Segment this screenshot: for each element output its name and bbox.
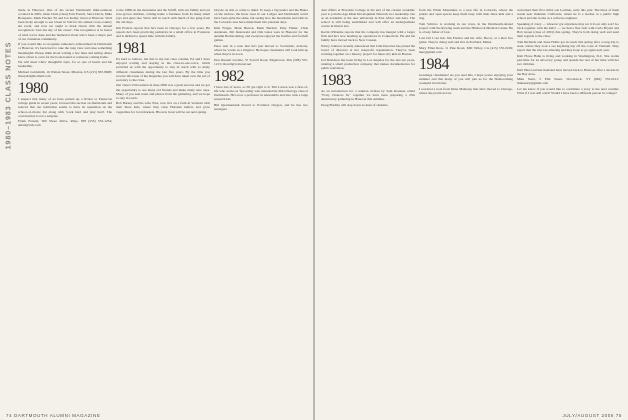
class-year-heading: 1980 (18, 80, 48, 98)
contact-line: Don Russell Lavelle, 57 Sorrell Road, Edgartown, MA (508) 555-1213; dlevell@comcast.net (214, 57, 308, 66)
paragraph: I have lots of news, so I'll get right to it. Tim Larson was a first-of-life who works as 'Sprouting' who attended the Microbiology class at Dartmouth. He's now a professor in Alexandria and also runs a large research lab. (214, 85, 308, 102)
paragraph: Last fall I ran into Jim Fischer and his wife, Becca, at a Red Sox game. They're doing well and live in Portland, Maine. (419, 35, 513, 44)
paragraph: Bob Barney and his wife, Elsa, now live on a farm in Vermont with their three kids, where they raise Holstein heifers and grow vegetables for local markets. His new book will be out next spring. (116, 101, 210, 114)
paragraph: made in Hanover. One of his recent Dartmouth mini-reunions occurred in 2005, when Chris (class) Tom French, Steve Davis, Mike Bonaparte, Mark Fischer '81 and Jon Kelley travel at Hanover. We'd been lucky enough to see Owen in Vail for his annual cross-country ski event, and now we ought to mark Owen with the annual recognition: 'best ski day of his career'. The recognition is in honor of what we've done and the memorial about who's been a major part of our classmate community. (18, 8, 112, 41)
section-sidebar-label: 1980–1983 CLASS NOTES (5, 41, 13, 150)
paragraph: Kim Frager, Mark Burton, Mark Burdett, Patty Fisher, Chris Andersen, Jim Jankowski and Otis Gates were in Hanover for the autumn Homecoming, and everyone enjoyed the bonfire and football games. (214, 25, 308, 43)
paragraph: Kevin O'Rourke reports that his company has merged with a larger firm and he's now heading up operations in Connecticut. He and his family have moved back to New Canaan. (321, 30, 415, 43)
paragraph: We will meet Chris' thoughtful style, for so one of hearts and his leadership. (18, 60, 112, 69)
paragraph: bicycle on this or come to mind. To keep a big leader and the Baker on the surface, the Inver ones in our Lodges and Dartmouth world have been quite the same, but seeing how the mountains and trails in the Colorado area have made them into pleasant days. (214, 8, 308, 25)
paragraph: Speaking of crazy — whoever got anywhere may we it if our only son? Go back together with the kids? — we had a fine visit with Carla Bryant and Bob Green (class of 2001) this spring. They're both doing well and send their regards to the class. (517, 21, 619, 39)
contact-line: Mary Ellen Ross, 11 Pine Road, Mill Valley, CA (415) 555-0199; mer@gmail.com (419, 45, 513, 54)
paragraph: I suspect that many of us have picked up a fiction or Pentecost college guide in recent years, browsed the section on Dartmouth and noticed that our institution seems to have its reputation on the school-of-choice list along with 'work hard and play hard'. The conversation is not a surprise. (18, 97, 112, 118)
paragraph: from the White Mountains to a new life in Colorado, where the prairie and open spaces keep them busy with their three kids and a dog. (419, 8, 513, 21)
paragraph: Jim Francis reports that he's been in Chicago for a few years. He reports he's been practicing pediatrics in a small office in Evanston and is thrilled to spend time with his family. (116, 25, 210, 39)
contact-line: Michael Goldsmith, 16 Walnut Street, Mission, KS (215) 867-8908; mwrpdrd@hotmail.com (18, 70, 112, 79)
contact-line: Mike Stern, 5 Elm Street, Woodstock, VT (802) 555-0101; mikestern@gmail.com (517, 77, 619, 86)
left-column-1 (18, 8, 112, 404)
class-year-heading: 1981 (116, 40, 146, 58)
paragraph: Bill Quackenbush moved to Portland, Oregon, and he has two teenagers. (214, 102, 308, 112)
paragraph: I received a note from Dana Mahoney that she's moved to Chicago, where she practices law. (419, 86, 513, 95)
paragraph: Greetings classmates! As you read this, I hope you're enjoying your summer and that many of you will join us for the Homecoming weekend in October. (419, 72, 513, 85)
paragraph: Jed Davidson has been living in Los Angeles for the last ten years, running a small production company that makes documentaries for public television. (321, 57, 415, 70)
left-page (0, 0, 313, 420)
paragraph: welcomed their first child, son Lachlan, early this year. The three of them reside near Oakland, California, where he is a teacher at a public high school and she works as a software engineer. (517, 8, 619, 21)
paragraph: As an introduction for a reunion written by Sam Rouleau called "Forty Chances In," together we have been preparing a 25th anniversary gathering in Hanover this summer. (321, 89, 415, 102)
paragraph: Nancy Johnson recently announced that John Knowles has joined the board of directors at her nonprofit organization. They've been working together on a literacy project for inner-city kids in Boston. (321, 43, 415, 57)
class-year-heading: 1983 (321, 72, 351, 90)
page-footer: JULY/AUGUST 2006 75 (562, 413, 622, 418)
paragraph: Peter sent in a note that he's just moved to Scottsdale, Arizona, where he works as a litigator. He hopes classmates will look him up when they're in town. (214, 43, 308, 57)
paragraph: dent affairs at Bowdoin College at the end of the current academic year to join the Aga Khan Development Network in a leadership role as an academic at the new university in East Africa and Asia. The school is still being established and will offer an undergraduate course in liberal arts. (321, 8, 415, 29)
paragraph: It's hard to believe, but this is my last class column. Ed and I have enjoyed writing and staying in the class-in-one-voice, which provided us with the opportunity to stay in touch with so many different classmates during the last five years. By the time you receive this issue of the magazine you will have taken over the job of secretary to the class. (116, 57, 210, 82)
left-column-2 (116, 8, 210, 404)
section-sidebar (1, 10, 15, 190)
paragraph: Let me know if you would like to contribute a story to the next column: What if I was still a kid? Would I have been a different person in college? (517, 87, 619, 96)
class-year-heading: 1982 (214, 68, 244, 85)
paragraph: Our class's 25th reunion in June 2006 was a great success and we got the opportunity to see many old friends and make many new ones. Many of you sent notes and photos from the gathering, and we hope to stay in touch. (116, 83, 210, 100)
paragraph: Tom Schiavo is working in our town, in the Dartmouth-related project with the Rowing team and the Hitchcock Medical Center. He is a busy father of four. (419, 21, 513, 35)
paragraph: Kim Howe Hahn is living and working in Washington, D.C. She works part-time for an advocacy group and spends the rest of her time with her two children. (517, 53, 619, 66)
paragraph: to the 1980s in the mountains and the Schiff, with our family and our now-grown children, coming home a fondness from its many small joys and quiet ties. We're still in touch with much of the gang from the old days. (116, 8, 210, 25)
right-column-2 (419, 8, 513, 404)
right-column-3 (517, 8, 619, 404)
page-footer: 74 DARTMOUTH ALUMNI MAGAZINE (6, 413, 101, 418)
paragraph: Patti Hurst and her husband have moved back to Hanover after a decade in the Bay Area. (517, 67, 619, 76)
paragraph: If you would like to recognize someone's achievement in Dartmouth or Hanover, it's been hard to take the long view and raise something meaningful. Please think about writing a few lines and letting others know about it, even for the book-bound or someone coming home. (18, 42, 112, 59)
paragraph: Tom Richards and Jesse Hollis got in touch this spring after a long trip to Asia, where they took a sea kayaking trip off the coast of Vietnam. They report that the trip was amazing and they hope to go again next year. (517, 39, 619, 53)
contact-line: Frank Ferazzi, 300 Shore Drive, Rhye, NH (555) 555-1234; email@wrk.com (18, 119, 112, 128)
paragraph: Doug Bradley will step down as dean of students. (321, 102, 389, 107)
left-column-3 (214, 8, 308, 404)
right-column-1 (321, 8, 415, 404)
class-year-heading: 1984 (419, 55, 449, 73)
